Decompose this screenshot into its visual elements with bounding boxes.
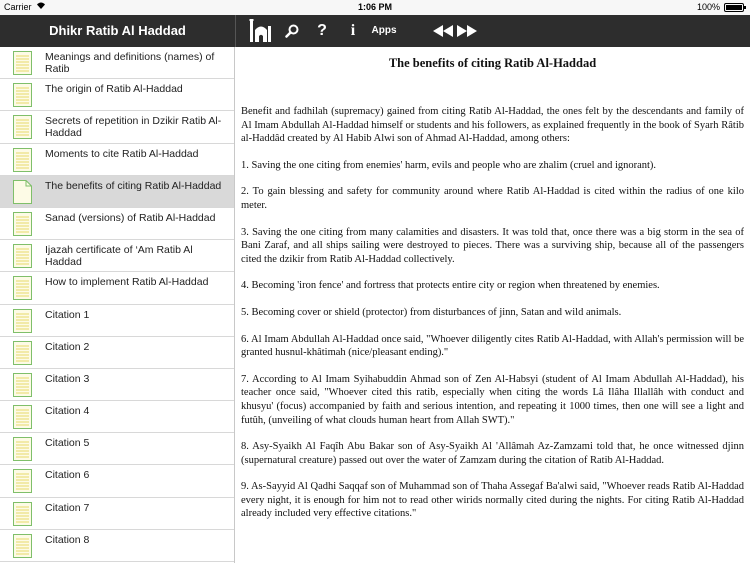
article-title: The benefits of citing Ratib Al-Haddad (388, 56, 597, 70)
document-icon (13, 502, 32, 526)
search-icon[interactable] (282, 15, 302, 47)
article-paragraph: 7. According to Al Imam Syihabuddin Ahmad son of Zen Al-Habsyi (student of Al Imam Abdullah Al-Haddad), his teacher once said, "Whoever cited this ratib, especially when citing the words Lâ Ilâha Illallâh with conduct and khusyu' (focus) accompanied by faith and serious intention, and repeating it 1000 times, then one will see a light and futûh, (unveiling of what clouds human heart from Allah SWT)." (241, 373, 744, 426)
sidebar-item-citation-1[interactable] (0, 305, 234, 337)
sidebar-item-benefits[interactable] (0, 176, 234, 208)
sidebar-item-label: The benefits of citing Ratib Al-Haddad (45, 179, 222, 192)
carrier-label: Carrier (4, 2, 32, 12)
document-icon (13, 276, 32, 300)
sidebar-item-secrets[interactable] (0, 111, 234, 143)
status-time: 1:06 PM (357, 2, 392, 12)
nav-divider (235, 15, 236, 47)
article-paragraph: 5. Becoming cover or shield (protector) from disturbances of jinn, Satan and wild animals. (241, 306, 622, 318)
sidebar-item-meanings[interactable] (0, 47, 234, 79)
sidebar-item-label: Citation 4 (45, 405, 90, 418)
document-icon (13, 405, 32, 429)
rewind-icon[interactable] (432, 15, 454, 47)
sidebar-item-citation-5[interactable] (0, 433, 234, 465)
battery-icon (724, 3, 744, 12)
article-paragraph: 1. Saving the one citing from enemies' harm, evils and people who are zhalim (cruel and ignorant). (241, 159, 657, 171)
navigation-bar (0, 15, 750, 47)
document-icon (13, 437, 32, 461)
document-icon (13, 212, 32, 236)
document-icon (13, 309, 32, 333)
sidebar-item-label: Citation 7 (45, 501, 90, 514)
sidebar-item-label: Meanings and definitions (names) of Ratib (45, 51, 215, 75)
sidebar-item-implement[interactable] (0, 272, 234, 304)
document-icon (13, 244, 32, 268)
article-paragraph: 6. Al Imam Abdullah Al-Haddad once said, "Whoever diligently cites Ratib Al-Haddad, with Allah's permission will be granted husnul-khâtimah (nice/pleasant ending)." (241, 333, 744, 359)
sidebar-item-citation-3[interactable] (0, 369, 234, 401)
document-icon (13, 180, 32, 204)
article-paragraph: 3. Saving the one citing from many calamities and disasters. It was told that, once there was a big storm in the sea of Bani Zaraf, and all ships sailing were destroyed to pieces. There was a surviving ship, because all of the passengers cited the dzikir from Ratib Al-Haddad collectively. (241, 226, 744, 265)
sidebar-item-sanad[interactable] (0, 208, 234, 240)
article-paragraph: 8. Asy-Syaikh Al Faqîh Abu Bakar son of Asy-Syaikh Al 'Allâmah Az-Zamzami told that, he once witnessed djinn (supernatural creature) passed out over the water of Zamzam during the citation of Ratib Al-Haddad. (241, 441, 744, 466)
sidebar-item-citation-8[interactable] (0, 530, 234, 562)
sidebar-item-citation-7[interactable] (0, 498, 234, 530)
article-body (241, 105, 744, 521)
sidebar-item-label: Citation 2 (45, 340, 90, 353)
sidebar-item-label: Citation 3 (45, 372, 90, 385)
document-icon (13, 373, 32, 397)
sidebar-item-label: Moments to cite Ratib Al-Haddad (45, 147, 199, 160)
article-paragraph: 4. Becoming 'iron fence' and fortress that protects entire city or region when threatened by enemies. (241, 280, 660, 292)
mosque-icon[interactable] (246, 15, 274, 47)
sidebar-item-label: Secrets of repetition in Dzikir Ratib Al-Haddad (45, 115, 222, 140)
status-bar (0, 0, 750, 15)
article-paragraph: 9. As-Sayyid Al Qadhi Saqqaf son of Muhammad son of Thaha Assegaf Ba'alwi said, "Whoever reads Ratib Al-Haddad every night, it is enough for him not to read other wirids normally cited during the nights. For citing Ratib Al-Haddad already included very effective citations." (241, 481, 744, 520)
sidebar-item-citation-2[interactable] (0, 337, 234, 369)
article-content[interactable] (236, 47, 750, 563)
sidebar-item-label: Citation 1 (45, 308, 90, 321)
sidebar-item-label: Citation 5 (45, 437, 90, 450)
help-button[interactable]: ? (317, 22, 327, 39)
sidebar-item-citation-4[interactable] (0, 401, 234, 433)
app-title: Dhikr Ratib Al Haddad (49, 23, 186, 38)
battery-percent: 100% (696, 2, 720, 12)
sidebar-chapter-list[interactable] (0, 47, 235, 563)
sidebar-item-label: Citation 8 (45, 533, 90, 546)
document-icon (13, 51, 32, 75)
sidebar-item-label: Citation 6 (45, 469, 90, 482)
sidebar-item-label: The origin of Ratib Al-Haddad (45, 83, 183, 96)
apps-button[interactable]: Apps (371, 25, 397, 36)
sidebar-item-citation-6[interactable] (0, 465, 234, 497)
sidebar-item-origin[interactable] (0, 79, 234, 111)
document-icon (13, 341, 32, 365)
fast-forward-icon[interactable] (456, 15, 478, 47)
document-icon (13, 115, 32, 139)
article-paragraph: Benefit and fadhilah (supremacy) gained from citing Ratib Al-Haddad, the ones felt by the descendants and family of Al Imam Abdullah Al-Haddad himself or students and his followers, as explained frequently in the book of Syarh Râtib al-Haddâd created by Al Habib Alwi son of Ahmad Al-Haddad, among others: (241, 106, 744, 145)
sidebar-item-moments[interactable] (0, 144, 234, 176)
article-paragraph: 2. To gain blessing and safety for community around where Ratib Al-Haddad is cited within the radius of one kilo meter. (241, 186, 744, 211)
document-icon (13, 534, 32, 558)
document-icon (13, 148, 32, 172)
document-icon (13, 469, 32, 493)
document-icon (13, 83, 32, 107)
info-button[interactable]: i (350, 22, 356, 39)
sidebar-item-label: Sanad (versions) of Ratib Al-Haddad (45, 211, 216, 224)
sidebar-item-label: How to implement Ratib Al-Haddad (45, 276, 209, 289)
sidebar-item-label: Ijazah certificate of ‘Am Ratib Al Haddad (45, 244, 193, 269)
sidebar-item-ijazah[interactable] (0, 240, 234, 272)
